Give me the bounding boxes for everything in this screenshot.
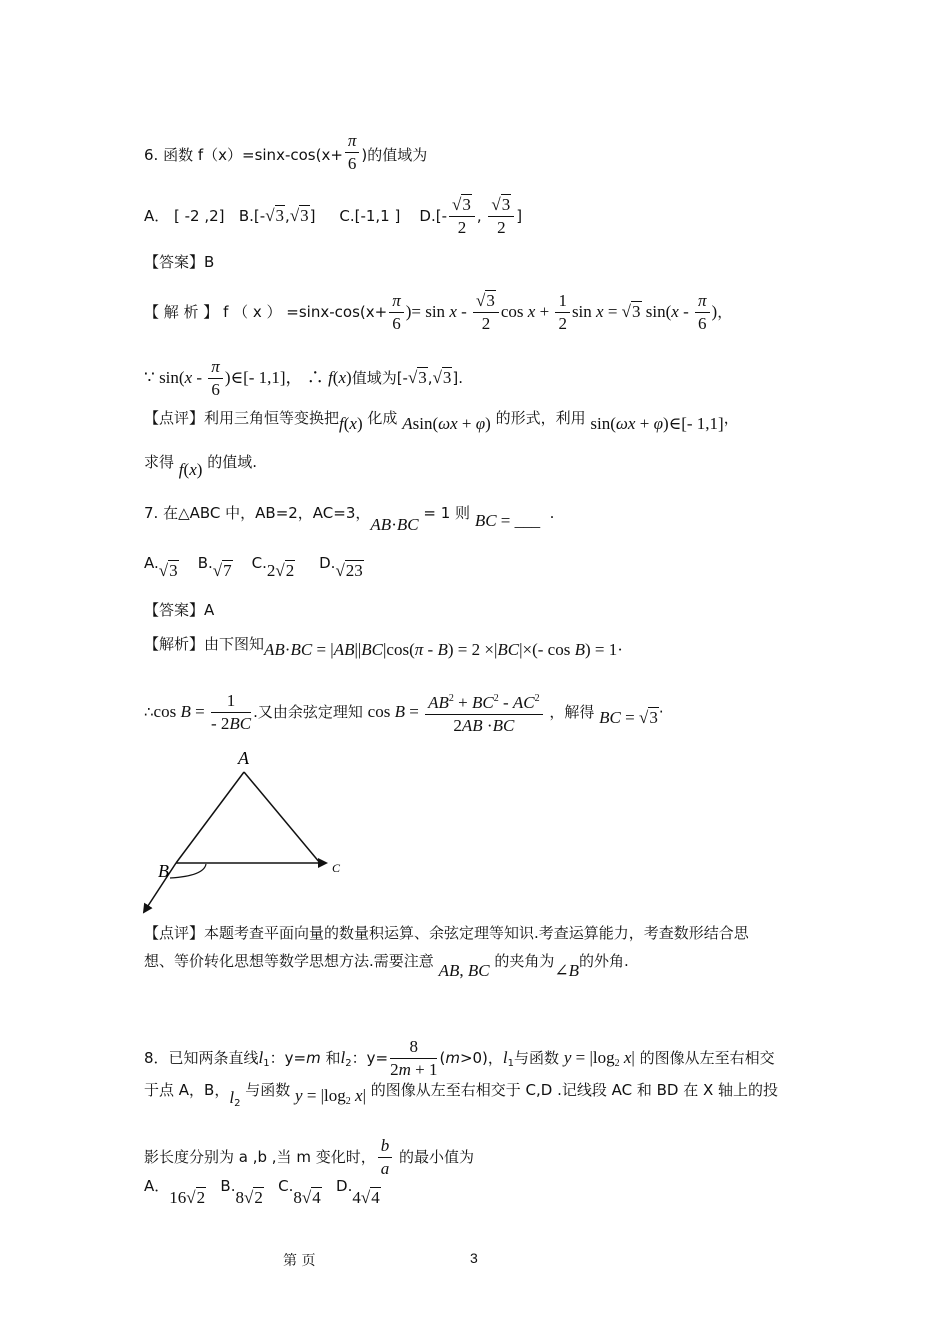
q7-answer: 【答案】A (144, 601, 215, 619)
q6-comment: 【点评】利用三角恒等变换把f(x) 化成 Asin(ωx + φ) 的形式，利用 sin(ωx + φ)∈[- 1,1]， (144, 409, 739, 433)
q8-options: A．16√2 B.8√2 C.8√4 D.4√4 (144, 1177, 380, 1207)
q7-options: A.√3 B.√7 C.2√2 D.√23 (144, 554, 363, 580)
vertex-c-label: C (332, 861, 341, 875)
triangle-figure (130, 740, 360, 925)
q8-line2: 于点 A，B，$l_2$ 与函数 $y = |\log_2$ x| 的图像从左至右相交于 C,D .记线段 AC 和 BD 在 X 轴上的投 (144, 1081, 779, 1109)
side-ab (176, 772, 244, 863)
page-footer-label: 第 页 (283, 1253, 316, 1269)
q6-analysis: 【 解 析 】 f （ x ） =sinx-cos(x+ $\frac{\pi}{6}$ )= sin x - $\frac{√3}{2}$ cos x + $\frac{1}{2}$ sin x = √3 sin(x - $\frac{\pi}{6}$ )， (144, 291, 733, 333)
vertex-a-label: A (238, 748, 249, 768)
q7-analysis: 【解析】由下图知AB·BC = |AB||BC|cos(π - B) = 2 ×|BC|×(- cos B) = 1· (144, 635, 623, 659)
q7-comment-2: 想、等价转化思想等数学思想方法.需要注意 AB, BC 的夹角为∠B的外角. (144, 952, 629, 980)
q6-answer: 【答案】B (144, 253, 215, 271)
q6-options: A． [ -2 ,2] B.[-√3,√3] C.[-1,1 ] D.[- $\frac{√3}{2}$ , $\frac{√3}{2}$ ] (144, 195, 523, 237)
side-ac (244, 772, 320, 863)
q7-analysis-2: ∴cos B = $\frac{1}{- 2BC}$ .又由余弦定理知 cos B = $\frac{AB^2 + BC^2 - AC^2}{2AB \cdot BC}$ ，解得 BC = √3· (144, 688, 664, 737)
q8-line1: 8．已知两条直线$l_1$：y=m 和$l_2$：y= $\frac{8}{2m + 1}$ (m>0)，$l_1$与函数 $y = |\log_2$ x| 的图像从左至右相交 (144, 1037, 775, 1079)
q7-stem: 7. 在△ABC 中，AB=2，AC=3，AB·BC = 1 则 BC = ___ . (144, 504, 555, 534)
q6-comment-2: 求得 f(x) 的值域. (144, 453, 257, 479)
angle-arc (170, 864, 206, 878)
q6-stem: 6. 函数 f（x）=sinx-cos(x+ $\frac{\pi}{6}$ )的值域为 (144, 131, 428, 173)
vertex-b-label: B (158, 861, 169, 881)
page-number: 3 (470, 1250, 478, 1266)
q8-line3: 影长度分别为 a ,b ,当 m 变化时， $\frac{b}{a}$ 的最小值为 (144, 1136, 474, 1178)
q7-comment: 【点评】本题考查平面向量的数量积运算、余弦定理等知识.考查运算能力，考查数形结合思 (144, 924, 749, 942)
q6-range: ∵ sin(x - $\frac{\pi}{6}$ )∈[- 1,1]， ∴ f(x)值域为[-√3,√3]. (144, 357, 464, 399)
